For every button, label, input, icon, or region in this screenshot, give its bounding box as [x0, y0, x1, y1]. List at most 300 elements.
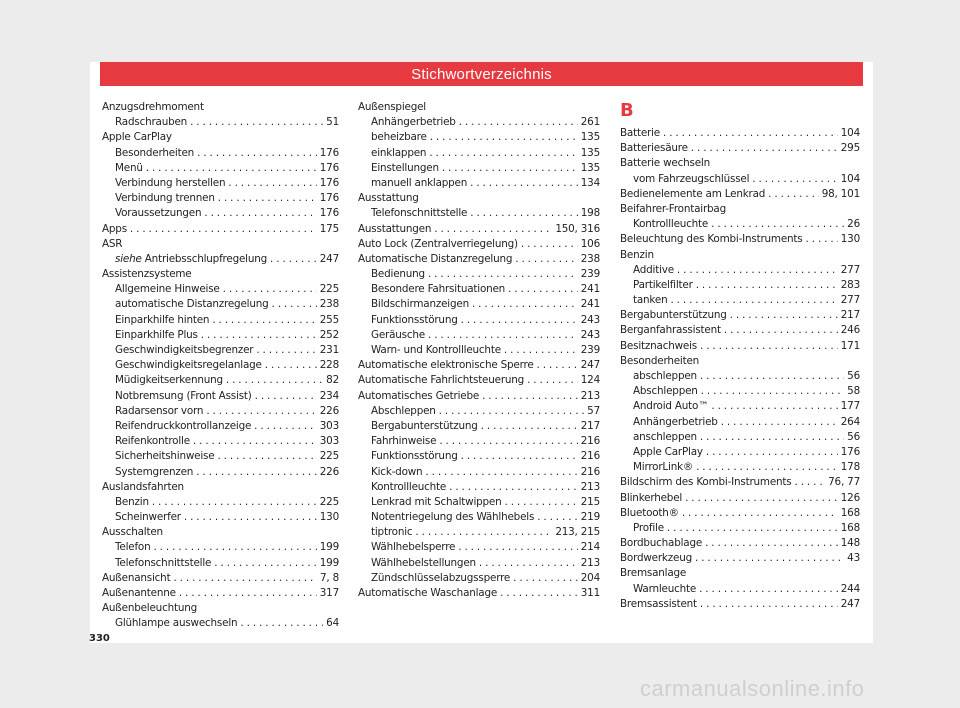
dot-leader	[682, 506, 838, 521]
entry-page: 106	[580, 237, 600, 250]
dot-leader	[415, 525, 552, 540]
index-letter-heading: B	[620, 100, 634, 121]
index-entry	[620, 232, 860, 247]
entry-term: Bedienung	[371, 268, 425, 281]
dot-leader	[425, 465, 577, 480]
entry-term: Geschwindigkeitsregelanlage	[115, 359, 262, 372]
dot-leader	[711, 399, 837, 414]
entry-term: ASR	[102, 237, 123, 250]
dot-leader	[265, 358, 317, 373]
dot-leader	[206, 404, 316, 419]
entry-page: 175	[319, 222, 339, 235]
index-subentry	[358, 130, 600, 145]
index-entry	[620, 566, 860, 581]
entry-term: Auslandsfahrten	[102, 480, 184, 493]
dot-leader	[500, 586, 578, 601]
entry-page: 241	[580, 283, 600, 296]
entry-page: 277	[840, 294, 860, 307]
entry-page: 130	[319, 511, 339, 524]
dot-leader	[439, 434, 577, 449]
entry-term: Automatische Waschanlage	[358, 587, 498, 599]
entry-term: Beifahrer-Frontairbag	[620, 202, 726, 215]
index-subentry	[102, 616, 339, 631]
index-subentry	[358, 465, 600, 480]
entry-term: Benzin	[620, 248, 654, 261]
index-entry	[358, 222, 600, 237]
entry-page: 171	[840, 339, 860, 352]
entry-term: Funktionsstörung	[371, 313, 458, 326]
entry-term: Besondere Fahrsituationen	[371, 283, 506, 296]
entry-term: Ausstattung	[358, 192, 419, 205]
page-number: 330	[89, 633, 110, 644]
entry-page: 239	[580, 268, 600, 281]
index-subentry	[620, 415, 860, 430]
dot-leader	[700, 339, 838, 354]
entry-term: anschleppen	[633, 430, 697, 443]
watermark: carmanualsonline.info	[640, 676, 865, 701]
entry-term: Bedienelemente am Lenkrad	[620, 187, 766, 200]
dot-leader	[700, 597, 838, 612]
dot-leader	[193, 434, 317, 449]
dot-leader	[752, 172, 837, 187]
dot-leader	[223, 282, 317, 297]
entry-term: Batterie	[620, 127, 660, 139]
page-header	[100, 62, 863, 86]
index-subentry	[102, 115, 339, 130]
index-subentry	[102, 252, 339, 267]
index-entry	[102, 601, 339, 616]
entry-term: Partikelfilter	[633, 278, 693, 291]
entry-term: Auto Lock (Zentralverriegelung)	[358, 237, 518, 250]
entry-term: Verbindung trennen	[115, 192, 215, 205]
entry-page: 135	[580, 146, 600, 159]
index-subentry	[358, 297, 600, 312]
dot-leader	[173, 571, 317, 586]
entry-term: einklappen	[371, 146, 427, 159]
entry-term: Assistenzsysteme	[102, 268, 192, 281]
dot-leader	[429, 146, 577, 161]
entry-page: 225	[319, 283, 339, 296]
entry-page: 124	[580, 374, 600, 387]
entry-page: 126	[840, 491, 860, 504]
entry-term: Geschwindigkeitsbegrenzer	[115, 344, 254, 356]
entry-page: 295	[840, 142, 860, 155]
index-subentry	[102, 297, 339, 312]
dot-leader	[461, 449, 578, 464]
entry-page: 213	[580, 556, 600, 569]
index-subentry	[620, 278, 860, 293]
index-entry	[102, 222, 339, 237]
index-entry	[358, 373, 600, 388]
entry-term: Bordbuchablage	[620, 537, 703, 550]
dot-leader	[670, 293, 837, 308]
dot-leader	[691, 141, 838, 156]
entry-term: Einstellungen	[371, 161, 439, 174]
entry-page: 241	[580, 298, 600, 311]
entry-term: Bildschirm des Kombi-Instruments	[620, 476, 792, 489]
dot-leader	[721, 415, 838, 430]
index-subentry	[358, 282, 600, 297]
dot-leader	[272, 297, 317, 312]
dot-leader	[449, 480, 578, 495]
dot-leader	[700, 430, 844, 445]
entry-term: Blinkerhebel	[620, 491, 683, 504]
entry-page: 238	[319, 298, 339, 311]
entry-term: Benzin	[115, 495, 149, 508]
entry-term: Radschrauben	[115, 116, 188, 129]
entry-page: 303	[319, 419, 339, 432]
entry-term: MirrorLink®	[633, 461, 694, 474]
entry-page: 43	[847, 552, 860, 565]
dot-leader	[204, 206, 316, 221]
dot-leader	[270, 252, 317, 267]
dot-leader	[481, 419, 578, 434]
dot-leader	[667, 521, 838, 536]
entry-term: Radarsensor vorn	[115, 404, 204, 417]
entry-term: Voraussetzungen	[115, 207, 202, 220]
entry-term: Batterie wechseln	[620, 157, 710, 170]
entry-term: Wählhebelsperre	[371, 541, 456, 554]
entry-term: Automatisches Getriebe	[358, 389, 480, 402]
entry-page: 255	[319, 313, 339, 326]
entry-term: beheizbare	[371, 131, 427, 144]
entry-term: Telefon	[115, 541, 151, 554]
index-subentry	[620, 217, 860, 232]
entry-term: Scheinwerfer	[115, 511, 181, 524]
dot-leader	[677, 263, 838, 278]
entry-page: 213	[580, 480, 600, 493]
dot-leader	[696, 460, 838, 475]
index-entry	[620, 354, 860, 369]
index-subentry	[102, 556, 339, 571]
entry-term: Abschleppen	[371, 404, 436, 417]
index-entry	[620, 187, 860, 202]
dot-leader	[695, 551, 844, 566]
index-entry	[620, 597, 860, 612]
dot-leader	[146, 161, 317, 176]
entry-page: 234	[319, 389, 339, 402]
entry-page: 130	[840, 233, 860, 246]
index-subentry	[102, 358, 339, 373]
entry-page: 168	[840, 506, 860, 519]
index-entry	[102, 267, 339, 282]
dot-leader	[705, 536, 838, 551]
index-subentry	[358, 115, 600, 130]
entry-term: Reifendruckkontrollanzeige	[115, 419, 252, 432]
index-subentry	[102, 419, 339, 434]
entry-page: 213, 215	[555, 526, 600, 539]
entry-page: 238	[580, 252, 600, 265]
index-subentry	[358, 419, 600, 434]
index-subentry	[358, 525, 600, 540]
entry-term: Allgemeine Hinweise	[115, 283, 220, 296]
entry-term: Abschleppen	[633, 385, 698, 398]
dot-leader	[152, 495, 317, 510]
entry-page: 56	[847, 430, 860, 443]
entry-page: 219	[580, 511, 600, 524]
dot-leader	[806, 232, 838, 247]
dot-leader	[527, 373, 578, 388]
index-entry	[358, 191, 600, 206]
entry-page: 231	[319, 344, 339, 356]
index-entry	[620, 475, 860, 490]
entry-term: manuell anklappen	[371, 176, 468, 189]
entry-page: 135	[580, 131, 600, 144]
entry-term: Ausschalten	[102, 526, 163, 539]
index-entry	[620, 323, 860, 338]
index-subentry	[620, 445, 860, 460]
index-subentry	[620, 460, 860, 475]
dot-leader	[696, 278, 838, 293]
entry-page: 51	[326, 116, 339, 129]
index-subentry	[358, 540, 600, 555]
index-subentry	[102, 313, 339, 328]
dot-leader	[472, 297, 578, 312]
dot-leader	[459, 115, 578, 130]
dot-leader	[470, 206, 578, 221]
dot-leader	[504, 343, 578, 358]
entry-page: 226	[319, 404, 339, 417]
index-subentry	[620, 369, 860, 384]
dot-leader	[197, 146, 317, 161]
entry-term: tiptronic	[371, 526, 413, 539]
entry-page: 225	[319, 450, 339, 463]
index-entry	[102, 237, 339, 252]
entry-term: abschleppen	[633, 370, 697, 382]
index-subentry	[102, 449, 339, 464]
index-column-2	[358, 100, 600, 601]
entry-term: tanken	[633, 294, 668, 307]
index-entry	[620, 141, 860, 156]
index-subentry	[102, 495, 339, 510]
dot-leader	[240, 616, 323, 631]
index-entry	[620, 491, 860, 506]
entry-page: 176	[319, 176, 339, 189]
entry-term: Einparkhilfe hinten	[115, 313, 210, 326]
index-subentry	[620, 172, 860, 187]
entry-term: Funktionsstörung	[371, 450, 458, 463]
entry-page: 64	[326, 617, 339, 630]
dot-leader	[508, 282, 578, 297]
index-subentry	[102, 191, 339, 206]
dot-leader	[730, 308, 838, 323]
index-subentry	[358, 313, 600, 328]
index-entry	[358, 358, 600, 373]
entry-page: 216	[580, 435, 600, 448]
entry-term: Außenspiegel	[358, 101, 426, 113]
entry-page: 204	[580, 571, 600, 584]
index-subentry	[620, 430, 860, 445]
index-subentry	[358, 161, 600, 176]
entry-term: Telefonschnittstelle	[115, 556, 212, 569]
index-subentry	[102, 161, 339, 176]
index-entry	[620, 156, 860, 171]
entry-page: 243	[580, 328, 600, 341]
dot-leader	[537, 358, 578, 373]
entry-term: Kick-down	[371, 465, 423, 478]
entry-term: Systemgrenzen	[115, 465, 194, 478]
index-entry	[358, 252, 600, 267]
entry-page: 264	[840, 415, 860, 428]
dot-leader	[505, 495, 578, 510]
entry-page: 247	[319, 252, 339, 265]
entry-page: 225	[319, 495, 339, 508]
index-subentry	[358, 571, 600, 586]
entry-term: Ausstattungen	[358, 222, 432, 235]
dot-leader	[217, 449, 316, 464]
entry-page: 134	[580, 176, 600, 189]
index-entry	[620, 126, 860, 141]
entry-term: Bergabunterstützung	[620, 309, 727, 322]
entry-page: 57	[587, 404, 600, 417]
entry-term: Android Auto™	[633, 400, 709, 413]
index-entry	[102, 480, 339, 495]
dot-leader	[179, 586, 317, 601]
entry-term: Automatische Fahrlichtsteuerung	[358, 374, 525, 387]
index-subentry	[358, 343, 600, 358]
entry-page: 261	[580, 116, 600, 129]
index-subentry	[102, 389, 339, 404]
entry-page: 58	[847, 385, 860, 398]
entry-page: 98, 101	[821, 187, 860, 200]
entry-term: Bluetooth®	[620, 506, 679, 519]
entry-page: 217	[840, 309, 860, 322]
index-subentry	[102, 282, 339, 297]
entry-page: 247	[840, 597, 860, 610]
entry-page: 176	[319, 146, 339, 159]
dot-leader	[256, 343, 316, 358]
entry-term: Einparkhilfe Plus	[115, 328, 198, 341]
entry-term: Profile	[633, 521, 664, 534]
dot-leader	[214, 556, 317, 571]
index-subentry	[358, 556, 600, 571]
entry-term: Warn- und Kontrollleuchte	[371, 344, 501, 356]
entry-page: 303	[319, 435, 339, 448]
index-entry	[102, 100, 339, 115]
entry-page: 26	[847, 218, 860, 231]
index-entry	[102, 586, 339, 601]
entry-page: 148	[840, 537, 860, 550]
index-subentry	[358, 206, 600, 221]
entry-term: Anhängerbetrieb	[371, 116, 456, 129]
entry-page: 277	[840, 263, 860, 276]
entry-page: 177	[840, 400, 860, 413]
header-title: Stichwortverzeichnis	[411, 65, 552, 83]
entry-page: 7, 8	[319, 571, 339, 584]
entry-page: 176	[319, 161, 339, 174]
entry-term: Automatische elektronische Sperre	[358, 359, 534, 372]
index-subentry	[358, 434, 600, 449]
entry-page: 217	[580, 419, 600, 432]
entry-term-text: Antriebsschlupfregelung	[141, 252, 268, 265]
dot-leader	[537, 510, 578, 525]
index-subentry	[358, 510, 600, 525]
entry-page: 176	[319, 207, 339, 220]
dot-leader	[428, 267, 578, 282]
index-subentry	[102, 328, 339, 343]
entry-page: 239	[580, 344, 600, 356]
dot-leader	[458, 540, 578, 555]
dot-leader	[430, 130, 578, 145]
index-entry	[620, 339, 860, 354]
entry-term: Außenansicht	[102, 571, 171, 584]
entry-term: Reifenkontrolle	[115, 435, 190, 448]
index-subentry	[102, 343, 339, 358]
entry-term: Außenantenne	[102, 587, 176, 599]
entry-page: 178	[840, 461, 860, 474]
entry-page: 252	[319, 328, 339, 341]
dot-leader	[184, 510, 317, 525]
dot-leader	[428, 328, 578, 343]
entry-page: 135	[580, 161, 600, 174]
entry-page: 228	[319, 359, 339, 372]
index-subentry	[102, 373, 339, 388]
index-entry	[620, 536, 860, 551]
index-subentry	[102, 465, 339, 480]
index-subentry	[102, 176, 339, 191]
dot-leader	[196, 465, 317, 480]
entry-term: Menü	[115, 161, 143, 174]
dot-leader	[218, 191, 317, 206]
dot-leader	[724, 323, 838, 338]
dot-leader	[442, 161, 578, 176]
entry-term: Berganfahrassistent	[620, 324, 721, 337]
entry-term: Sicherheitshinweise	[115, 450, 215, 463]
entry-term	[115, 252, 267, 267]
index-subentry	[620, 521, 860, 536]
index-subentry	[102, 404, 339, 419]
entry-term: Warnleuchte	[633, 582, 697, 595]
entry-page: 82	[326, 374, 339, 387]
index-subentry	[358, 480, 600, 495]
entry-term: Glühlampe auswechseln	[115, 617, 238, 630]
index-subentry	[620, 582, 860, 597]
dot-leader	[711, 217, 844, 232]
index-subentry	[620, 293, 860, 308]
entry-page: 168	[840, 521, 860, 534]
entry-term: Fahrhinweise	[371, 435, 437, 448]
entry-page: 76, 77	[828, 476, 860, 489]
index-column-1	[102, 100, 339, 632]
dot-leader	[228, 176, 316, 191]
entry-page: 243	[580, 313, 600, 326]
index-entry	[358, 389, 600, 404]
index-entry	[620, 308, 860, 323]
entry-page: 198	[580, 207, 600, 220]
entry-term: Wählhebelstellungen	[371, 556, 476, 569]
dot-leader	[153, 540, 316, 555]
index-entry	[620, 551, 860, 566]
entry-term: Geräusche	[371, 328, 425, 341]
entry-term: Bildschirmanzeigen	[371, 298, 469, 311]
index-entry	[358, 237, 600, 252]
entry-page: 214	[580, 541, 600, 554]
entry-page: 176	[319, 192, 339, 205]
entry-term: Apple CarPlay	[102, 131, 172, 144]
entry-term: Anhängerbetrieb	[633, 415, 718, 428]
dot-leader	[461, 313, 578, 328]
dot-leader	[130, 222, 317, 237]
index-subentry	[102, 540, 339, 555]
entry-page: 104	[840, 127, 860, 139]
entry-term: Außenbeleuchtung	[102, 602, 198, 615]
entry-term: Besonderheiten	[620, 354, 700, 367]
entry-term: Müdigkeitserkennung	[115, 374, 223, 387]
dot-leader	[700, 369, 844, 384]
index-subentry	[358, 267, 600, 282]
index-subentry	[102, 206, 339, 221]
index-subentry	[358, 495, 600, 510]
